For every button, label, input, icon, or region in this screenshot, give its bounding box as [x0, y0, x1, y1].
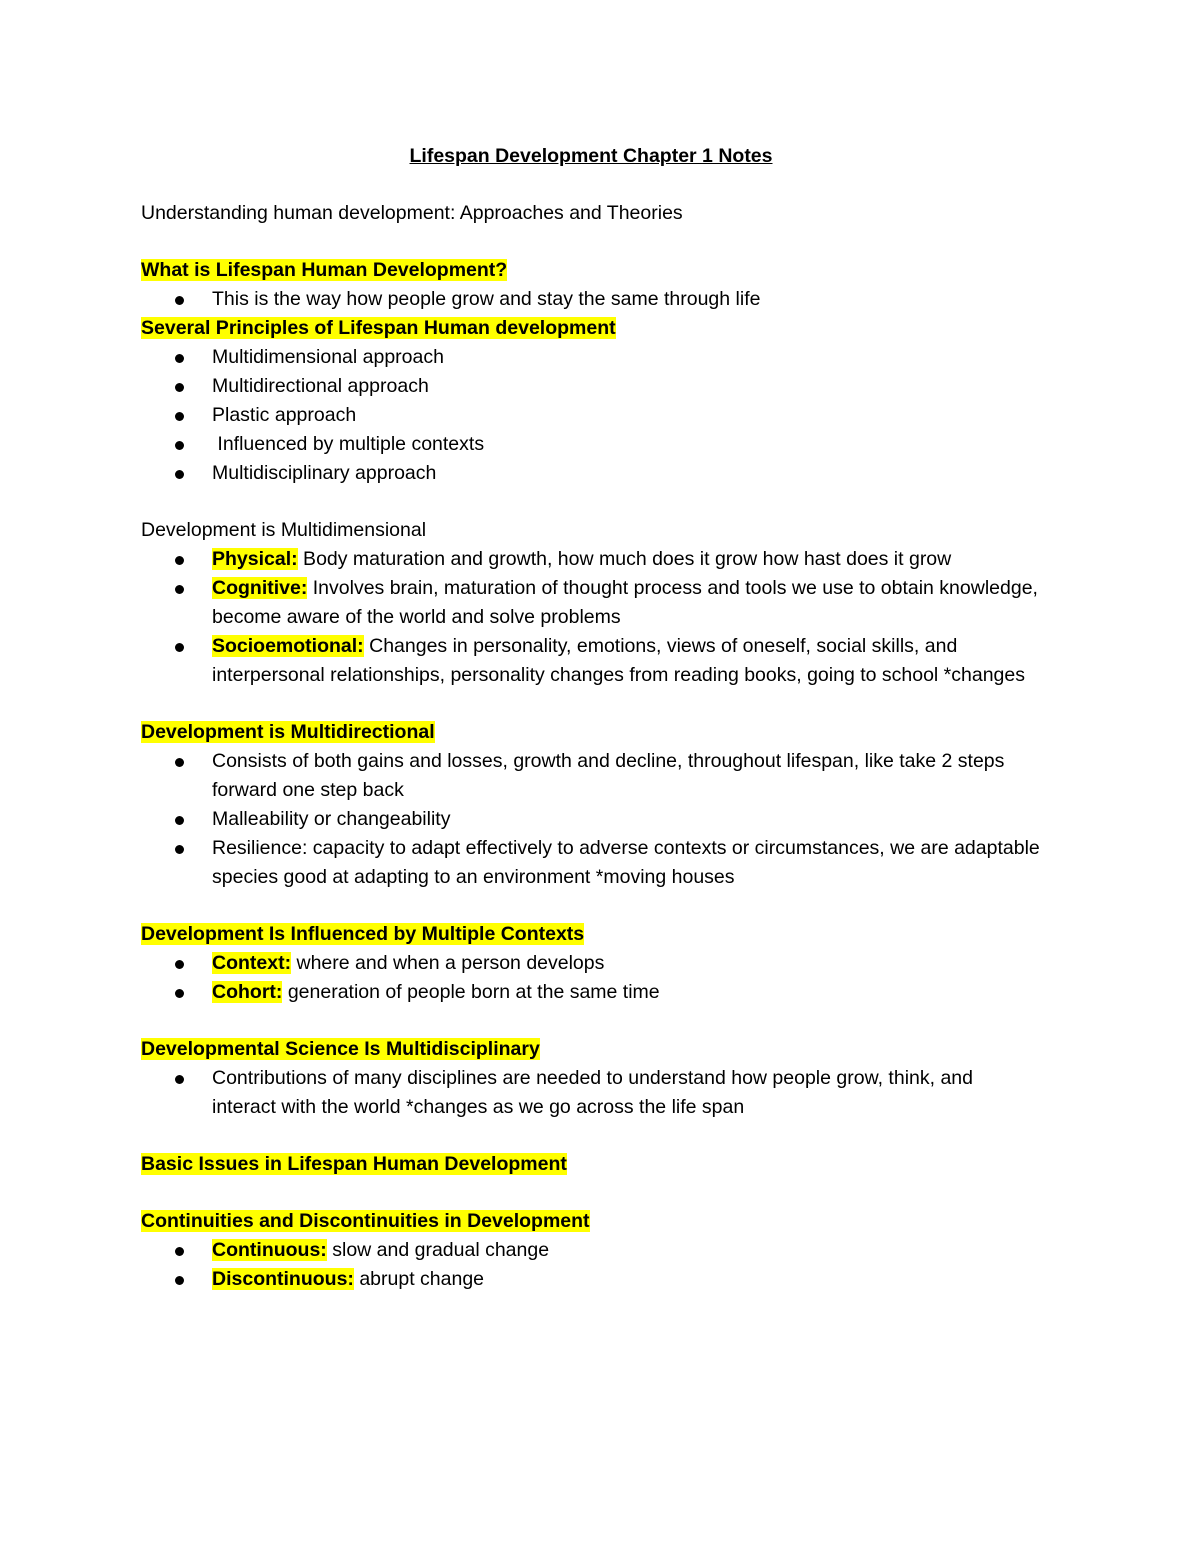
heading-text: Several Principles of Lifespan Human development — [141, 317, 616, 339]
bullet-icon — [175, 960, 184, 969]
list-item-text: Multidirectional approach — [212, 375, 429, 397]
term-definition: slow and gradual change — [326, 1239, 550, 1261]
list-item — [141, 632, 1041, 690]
bullet-icon — [175, 296, 184, 305]
list-item — [141, 747, 1041, 805]
bullet-icon — [175, 1075, 184, 1084]
section-heading-principles — [141, 314, 1041, 343]
bullet-list-multidirectional — [141, 747, 1041, 892]
list-item — [141, 574, 1044, 632]
list-item-text: Multidimensional approach — [212, 346, 444, 368]
list-item — [141, 372, 1041, 401]
term-label: Cohort: — [212, 981, 283, 1003]
list-item — [141, 834, 1041, 892]
bullet-list-multidimensional — [141, 545, 1044, 690]
section-heading-what-is — [141, 256, 1041, 285]
bullet-icon — [175, 556, 184, 565]
bullet-icon — [175, 383, 184, 392]
section-heading-contexts — [141, 920, 1041, 949]
list-item — [141, 430, 1041, 459]
spacer — [141, 1007, 1041, 1035]
list-item-text: Plastic approach — [212, 404, 357, 426]
list-item-text: Malleability or changeability — [212, 808, 451, 830]
document-subtitle: Understanding human development: Approaches and Theories — [141, 202, 683, 224]
bullet-icon — [175, 816, 184, 825]
list-item — [141, 285, 1041, 314]
section-heading-multidisciplinary — [141, 1035, 1041, 1064]
heading-text: Development Is Influenced by Multiple Contexts — [141, 923, 585, 945]
bullet-icon — [175, 758, 184, 767]
list-item — [141, 459, 1041, 488]
heading-text: Basic Issues in Lifespan Human Development — [141, 1153, 567, 1175]
term-label: Cognitive: — [212, 577, 308, 599]
term-definition: where and when a person develops — [291, 952, 605, 974]
document-content — [141, 142, 1044, 1294]
heading-text: Development is Multidirectional — [141, 721, 435, 743]
list-item — [141, 978, 1041, 1007]
list-item — [141, 805, 1041, 834]
section-heading-multidimensional: Development is Multidimensional — [141, 519, 427, 541]
list-item — [141, 343, 1041, 372]
bullet-list-multidisciplinary — [141, 1064, 1041, 1122]
heading-text: Continuities and Discontinuities in Development — [141, 1210, 590, 1232]
bullet-icon — [175, 1247, 184, 1256]
term-definition: Involves brain, maturation of thought process and tools we use to obtain knowledge, become aware of the world and solve problems — [212, 577, 1044, 628]
document-title: Lifespan Development Chapter 1 Notes — [409, 145, 773, 167]
term-label: Context: — [212, 952, 292, 974]
bullet-list-what-is — [141, 285, 1041, 314]
spacer — [141, 1179, 1041, 1207]
list-item-text: Influenced by multiple contexts — [212, 433, 485, 455]
list-item — [141, 1064, 1041, 1122]
section-heading-basic-issues — [141, 1150, 1041, 1179]
bullet-icon — [175, 1276, 184, 1285]
heading-text: What is Lifespan Human Development? — [141, 259, 508, 281]
list-item-text: Multidisciplinary approach — [212, 462, 437, 484]
bullet-icon — [175, 845, 184, 854]
bullet-icon — [175, 412, 184, 421]
term-definition: Changes in personality, emotions, views of oneself, social skills, and interpersonal relationships, personality changes from reading books, going to school *changes — [212, 635, 1025, 686]
bullet-list-principles — [141, 343, 1041, 488]
bullet-icon — [175, 470, 184, 479]
section-heading-continuities — [141, 1207, 1041, 1236]
spacer — [141, 1122, 1041, 1150]
term-label: Physical: — [212, 548, 298, 570]
term-definition: Body maturation and growth, how much does it grow how hast does it grow — [297, 548, 952, 570]
bullet-icon — [175, 585, 184, 594]
heading-text: Developmental Science Is Multidisciplinary — [141, 1038, 540, 1060]
term-definition: generation of people born at the same time — [282, 981, 660, 1003]
bullet-icon — [175, 989, 184, 998]
term-definition: abrupt change — [353, 1268, 485, 1290]
spacer — [141, 892, 1041, 920]
term-label: Discontinuous: — [212, 1268, 354, 1290]
list-item — [141, 1265, 1041, 1294]
spacer — [141, 488, 1041, 516]
list-item-text: Resilience: capacity to adapt effectively to adverse contexts or circumstances, we are adaptable species good at adapting to an environment *moving houses — [212, 837, 1040, 888]
list-item-text: Consists of both gains and losses, growth and decline, throughout lifespan, like take 2 steps forward one step back — [212, 750, 1005, 801]
bullet-icon — [175, 354, 184, 363]
list-item-text: Contributions of many disciplines are needed to understand how people grow, think, and interact with the world *changes as we go across the life span — [212, 1067, 973, 1118]
term-label: Socioemotional: — [212, 635, 364, 657]
list-item — [141, 401, 1041, 430]
list-item-text: This is the way how people grow and stay the same through life — [212, 288, 761, 310]
bullet-icon — [175, 643, 184, 652]
term-label: Continuous: — [212, 1239, 327, 1261]
section-heading-multidirectional — [141, 718, 1041, 747]
spacer — [141, 690, 1041, 718]
bullet-icon — [175, 441, 184, 450]
list-item — [141, 545, 1041, 574]
bullet-list-contexts — [141, 949, 1041, 1007]
list-item — [141, 1236, 1041, 1265]
bullet-list-continuities — [141, 1236, 1041, 1294]
list-item — [141, 949, 1041, 978]
